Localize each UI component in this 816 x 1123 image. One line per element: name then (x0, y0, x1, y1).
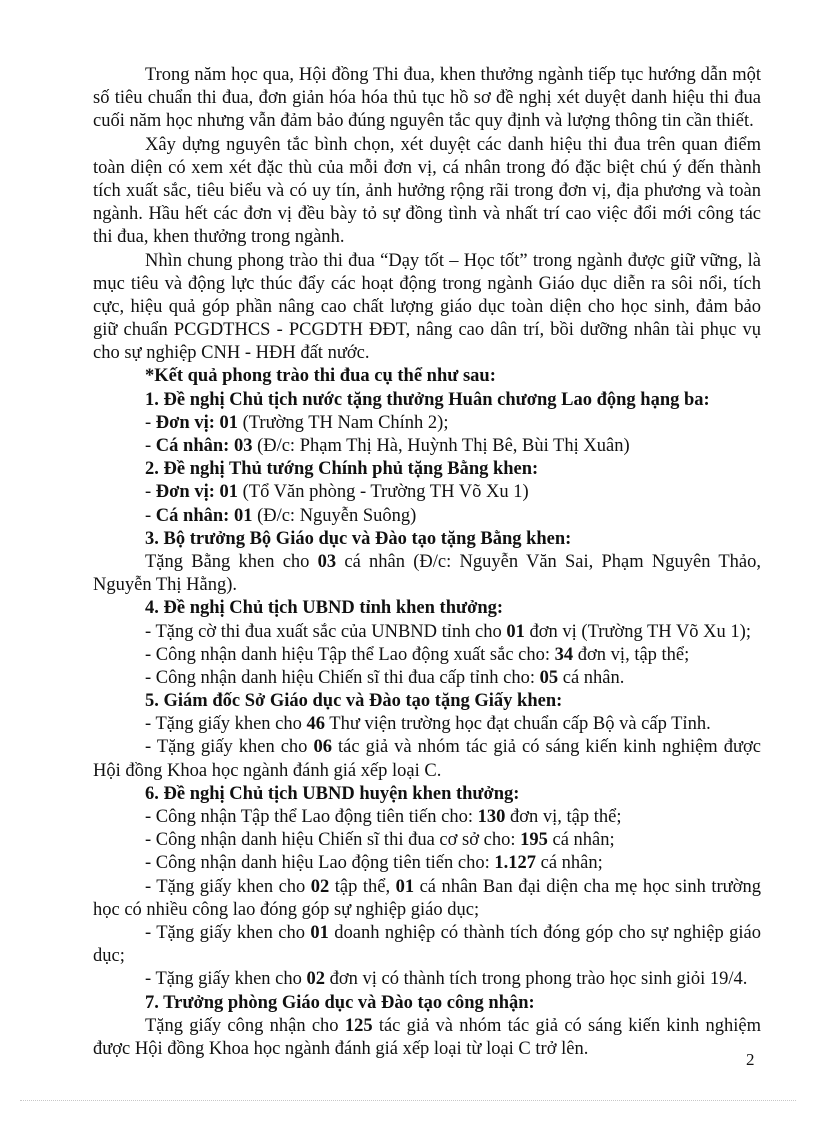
person-count: 03 (233, 436, 253, 456)
paragraph-line: Trong năm học qua, Hội đồng Thi đua, khen thưởng ngành tiếp tục hướng dẫn một (145, 65, 761, 85)
paragraph-line: tích xuất sắc, tiêu biểu và có uy tín, ảnh hưởng rộng rãi trong đơn vị, địa phương và toàn (93, 180, 761, 201)
section-3-line (93, 551, 761, 574)
paragraph-line: cho sự nghiệp CNH - HĐH đất nước. (93, 343, 370, 364)
section-6-item (93, 852, 761, 875)
text-span: tác giả và nhóm tác giả có sáng kiến kinh nghiệm (372, 1015, 761, 1036)
section-3-title: 3. Bộ trưởng Bộ Giáo dục và Đào tạo tặng Bằng khen: (145, 528, 572, 549)
text-span: - Công nhận danh hiệu Tập thể Lao động xuất sắc cho: (145, 644, 555, 665)
section-7-line: được Hội đồng Khoa học ngành đánh giá xếp loại từ loại C trở lên. (93, 1038, 589, 1059)
person-text: (Đ/c: Phạm Thị Hà, Huỳnh Thị Bê, Bùi Thị Xuân) (252, 436, 630, 456)
unit-text: (Tổ Văn phòng - Trường TH Võ Xu 1) (238, 482, 529, 503)
section-6-item (93, 829, 761, 852)
count-value: 06 (313, 737, 332, 758)
page-number: 2 (746, 1050, 755, 1069)
text-span: - Tặng giấy khen cho (145, 714, 307, 735)
unit-label: Đơn vị: (155, 482, 215, 503)
unit-text: (Trường TH Nam Chính 2); (238, 412, 449, 433)
section-5-item (93, 736, 761, 759)
document-body (93, 64, 761, 1061)
paragraph-line: cuối năm học nhưng vẫn đảm bảo đúng nguyên tắc quy định và lượng thông tin cần thiết. (93, 111, 754, 132)
paragraph-overview (93, 250, 761, 366)
unit-count: 01 (219, 412, 238, 433)
footer-divider (20, 1100, 796, 1101)
section-4-item (93, 621, 761, 644)
text-span: - Tặng giấy khen cho (145, 737, 314, 758)
paragraph-line: giữ chuẩn PCGDTHCS - PCGDTH ĐĐT, nâng cao dân trí, bồi dưỡng nhân tài phục vụ (93, 320, 761, 341)
section-4-title: 4. Đề nghị Chủ tịch UBND tỉnh khen thưởng: (145, 598, 504, 619)
text-span: đơn vị (Trường TH Võ Xu 1); (524, 621, 751, 642)
paragraph-line: Nhìn chung phong trào thi đua “Dạy tốt – Học tốt” trong ngành được giữ vững, là (145, 250, 761, 271)
text-span: cá nhân. (558, 667, 625, 688)
text-span: - Tặng cờ thi đua xuất sắc của UNBND tỉnh cho (145, 621, 507, 642)
count-value: 03 (317, 551, 337, 572)
section-6-item (93, 968, 761, 991)
count-value: 01 (395, 876, 415, 897)
section-5-item (93, 713, 761, 736)
results-heading: *Kết quả phong trào thi đua cụ thể như sau: (145, 366, 496, 387)
section-2-title: 2. Đề nghị Thủ tướng Chính phủ tặng Bằng khen: (145, 459, 539, 480)
person-count: 01 (233, 505, 253, 526)
person-text: (Đ/c: Nguyễn Suông) (252, 505, 417, 526)
text-span: cá nhân (Đ/c: Nguyễn Văn Sai, Phạm Nguyên Thảo, (336, 551, 761, 572)
text-span: Tặng Bằng khen cho (145, 551, 318, 572)
count-value: 46 (306, 714, 325, 735)
person-label: Cá nhân: (155, 505, 230, 526)
section-1-title: 1. Đề nghị Chủ tịch nước tặng thưởng Huân chương Lao động hạng ba: (145, 389, 710, 410)
count-value: 01 (310, 922, 329, 943)
section-6-item (93, 876, 761, 899)
section-4-item (93, 667, 761, 690)
section-6-title: 6. Đề nghị Chủ tịch UBND huyện khen thưởng: (145, 783, 520, 804)
count-value: 02 (306, 969, 325, 990)
text-span: - Công nhận danh hiệu Chiến sĩ thi đua cấp tỉnh cho: (145, 667, 540, 688)
section-6-item (93, 922, 761, 945)
paragraph-line: toàn diện có xem xét đặc thù của mỗi đơn vị, cá nhân trong đó đặc biệt chú ý đến thành (93, 157, 761, 178)
text-span: Tặng giấy công nhận cho (145, 1015, 345, 1036)
count-value: 34 (554, 644, 574, 665)
paragraph-intro (93, 64, 761, 134)
text-span: cá nhân; (547, 830, 615, 851)
section-5-title: 5. Giám đốc Sở Giáo dục và Đào tạo tặng Giấy khen: (145, 691, 563, 712)
person-label: Cá nhân: (155, 436, 230, 456)
paragraph-line: ngành. Hầu hết các đơn vị đều bày tỏ sự đồng tình và nhất trí cao việc đổi mới công tác (93, 204, 761, 225)
section-1-person: - Cá nhân: 03 (Đ/c: Phạm Thị Hà, Huỳnh Thị Bê, Bùi Thị Xuân) (145, 436, 630, 456)
paragraph-line: Xây dựng nguyên tắc bình chọn, xét duyệt các danh hiệu thi đua trên quan điểm (145, 134, 761, 155)
count-value: 195 (520, 830, 548, 851)
section-6-item-continuation: học có nhiều công lao đóng góp sự nghiệp giáo dục; (93, 899, 480, 920)
text-span: cá nhân Ban đại diện cha mẹ học sinh trường (414, 876, 761, 897)
text-span: cá nhân; (536, 853, 603, 874)
text-span: - Tặng giấy khen cho (145, 969, 307, 990)
count-value: 130 (477, 807, 506, 827)
text-span: đơn vị, tập thể; (573, 644, 690, 665)
section-2-unit: - Đơn vị: 01 (Tổ Văn phòng - Trường TH Võ Xu 1) (145, 482, 529, 503)
text-span: - Công nhận danh hiệu Lao động tiên tiến cho: (145, 853, 495, 874)
paragraph-line: mục tiêu và động lực thúc đẩy các hoạt động trong ngành Giáo dục diễn ra sôi nổi, tích (93, 273, 761, 294)
unit-count: 01 (219, 482, 238, 503)
paragraph-line: cực, hiệu quả góp phần nâng cao chất lượng giáo dục toàn diện cho học sinh, đảm bảo (93, 296, 761, 317)
paragraph-line: thi đua, khen thưởng trong ngành. (93, 227, 345, 248)
section-7-title: 7. Trưởng phòng Giáo dục và Đào tạo công nhận: (145, 992, 535, 1013)
section-1-unit: - Đơn vị: 01 (Trường TH Nam Chính 2); (145, 412, 449, 433)
section-6-item (93, 806, 761, 829)
text-span: - Tặng giấy khen cho (145, 876, 311, 897)
text-span: tập thể, (329, 876, 396, 897)
text-span: Thư viện trường học đạt chuẩn cấp Bộ và cấp Tỉnh. (325, 714, 711, 735)
section-4-item (93, 644, 761, 667)
count-value: 02 (310, 876, 330, 897)
text-span: doanh nghiệp có thành tích đóng góp cho sự nghiệp giáo (328, 922, 761, 943)
count-value: 05 (539, 667, 559, 688)
section-3-line: Nguyễn Thị Hằng). (93, 575, 238, 596)
text-span: - Công nhận danh hiệu Chiến sĩ thi đua cơ sở cho: (145, 830, 521, 851)
count-value: 01 (506, 621, 525, 642)
paragraph-principles (93, 134, 761, 250)
text-span: - Công nhận Tập thể Lao động tiên tiến cho: (145, 807, 478, 827)
count-value: 125 (344, 1015, 373, 1036)
section-5-item-continuation: Hội đồng Khoa học ngành đánh giá xếp loại C. (93, 760, 442, 781)
section-2-person: - Cá nhân: 01 (Đ/c: Nguyễn Suông) (145, 505, 417, 526)
section-6-item-continuation: dục; (93, 946, 125, 967)
text-span: - Tặng giấy khen cho (145, 922, 311, 943)
text-span: đơn vị, tập thể; (505, 807, 622, 827)
section-7-line (93, 1015, 761, 1038)
unit-label: Đơn vị: (155, 412, 215, 433)
text-span: đơn vị có thành tích trong phong trào học sinh giỏi 19/4. (325, 969, 748, 990)
text-span: tác giả và nhóm tác giả có sáng kiến kinh nghiệm được (331, 737, 761, 758)
paragraph-line: số tiêu chuẩn thi đua, đơn giản hóa hóa thủ tục hồ sơ đề nghị xét duyệt danh hiệu thi đua (93, 88, 761, 109)
count-value: 1.127 (494, 853, 536, 874)
